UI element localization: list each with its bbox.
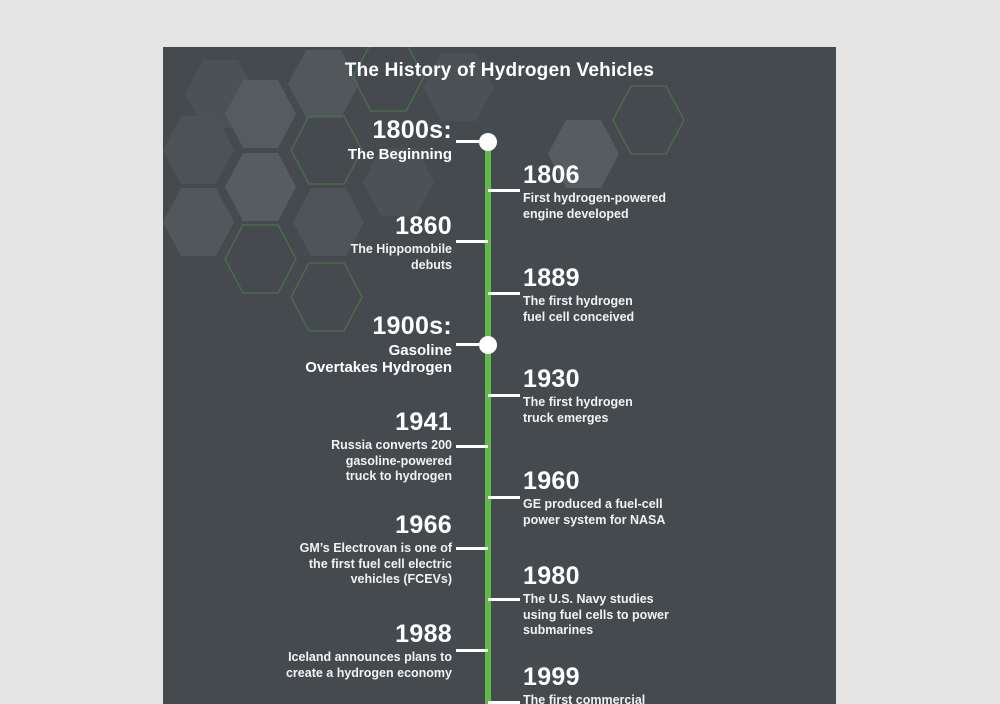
event-description: The first hydrogen truck emerges	[523, 395, 633, 425]
event-year: 1999	[523, 663, 580, 691]
timeline-tick	[488, 394, 520, 397]
era-year: 1800s:	[372, 116, 452, 144]
event-year: 1966	[395, 511, 452, 539]
event-year: 1930	[523, 365, 580, 393]
era-entry	[305, 313, 452, 376]
event-description: The Hippomobile debuts	[350, 242, 452, 272]
event-description: GM’s Electrovan is one of the first fuel cell electric vehicles (FCEVs)	[299, 541, 452, 586]
event-description: The U.S. Navy studies using fuel cells to power submarines	[523, 592, 669, 637]
event-year: 1889	[523, 264, 580, 292]
era-year: 1900s:	[372, 312, 452, 340]
timeline-line	[485, 141, 491, 704]
timeline-tick	[488, 496, 520, 499]
timeline-tick	[488, 598, 520, 601]
event-year: 1988	[395, 620, 452, 648]
timeline-tick	[488, 189, 520, 192]
event-description: GE produced a fuel-cell power system for NASA	[523, 497, 666, 527]
event-entry	[523, 265, 634, 325]
event-entry	[331, 409, 452, 485]
event-entry	[523, 162, 666, 222]
timeline-tick	[488, 292, 520, 295]
timeline-tick	[456, 445, 488, 448]
era-entry	[348, 117, 452, 163]
hexagon-shape	[225, 225, 296, 293]
event-entry	[351, 213, 452, 273]
era-label: The Beginning	[347, 146, 452, 163]
hexagon-shape	[225, 153, 296, 221]
event-year: 1980	[523, 562, 580, 590]
event-year: 1960	[523, 467, 580, 495]
event-entry	[523, 664, 645, 704]
event-description: The first commercial	[523, 693, 646, 704]
event-description: First hydrogen-powered engine developed	[523, 191, 667, 221]
event-entry	[523, 366, 633, 426]
timeline-tick	[456, 649, 488, 652]
infographic-poster	[163, 47, 836, 704]
timeline-tick	[456, 140, 488, 143]
event-year: 1806	[523, 161, 580, 189]
event-description: The first hydrogen fuel cell conceived	[523, 294, 635, 324]
hexagon-shape	[163, 188, 234, 256]
hexagon-background-pattern	[163, 47, 836, 704]
era-label: Gasoline Overtakes Hydrogen	[305, 342, 452, 376]
event-entry	[523, 563, 669, 639]
event-year: 1941	[395, 408, 452, 436]
hexagon-shape	[613, 86, 684, 154]
timeline-tick	[456, 343, 488, 346]
event-entry	[286, 621, 452, 681]
event-description: Russia converts 200 gasoline-powered truck to hydrogen	[331, 438, 452, 483]
timeline-tick	[456, 240, 488, 243]
infographic-title: The History of Hydrogen Vehicles	[344, 60, 655, 81]
event-description: Iceland announces plans to create a hydrogen economy	[285, 650, 452, 680]
event-entry	[523, 468, 665, 528]
event-entry	[300, 512, 452, 588]
timeline-tick	[456, 547, 488, 550]
event-year: 1860	[395, 212, 452, 240]
